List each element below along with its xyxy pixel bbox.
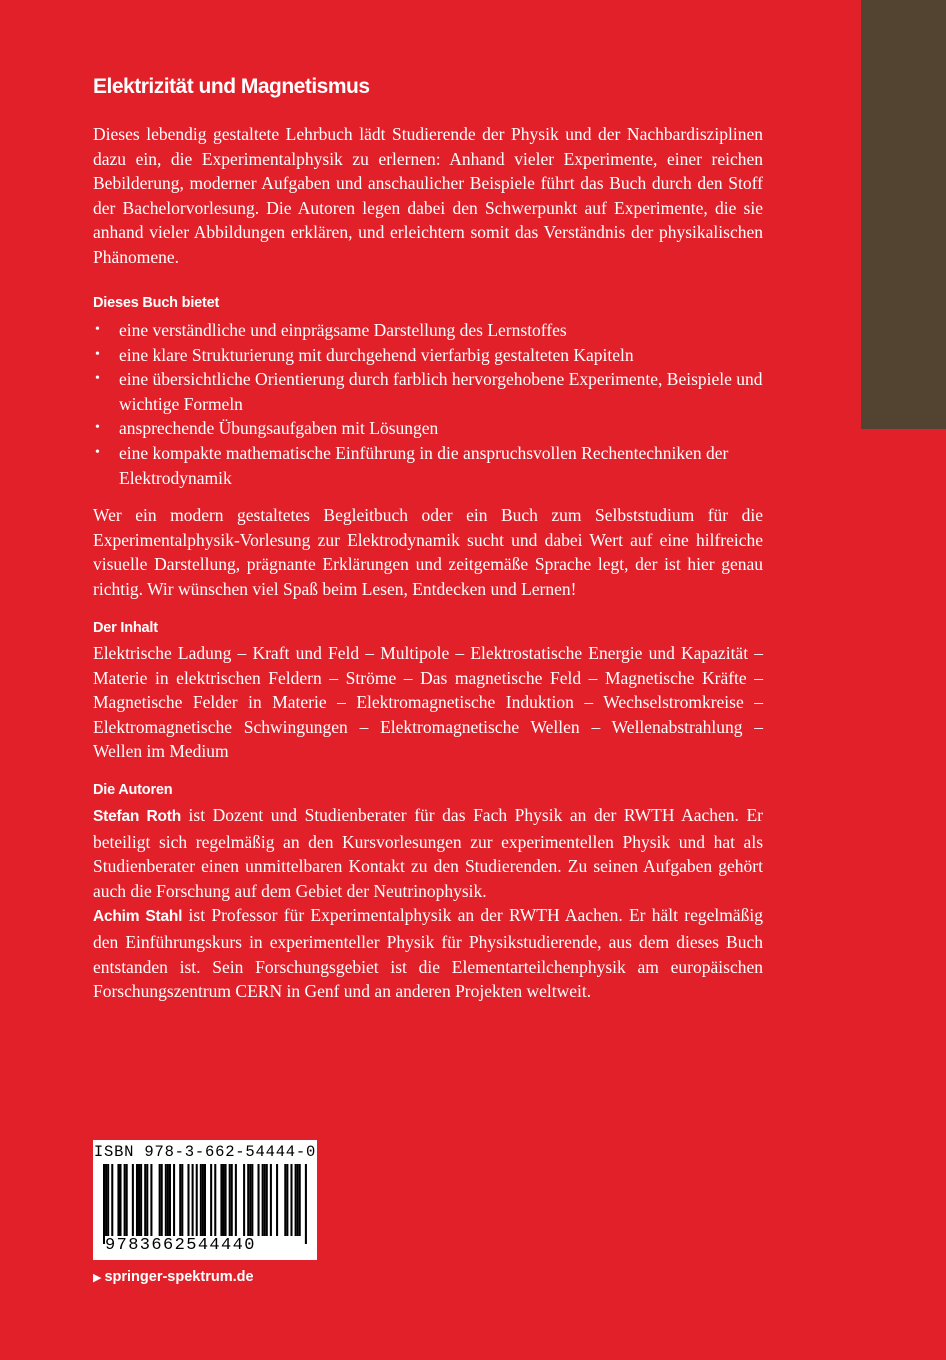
- barcode-bar: [136, 1164, 138, 1236]
- barcode-bar: [144, 1164, 146, 1236]
- barcode-bar: [286, 1164, 288, 1236]
- barcode-bar: [107, 1164, 109, 1244]
- barcode-bar: [249, 1164, 251, 1236]
- barcode-bar: [150, 1164, 152, 1236]
- bullet-icon: •: [95, 322, 100, 337]
- barcode-bar: [159, 1164, 161, 1236]
- features-list: [93, 318, 763, 490]
- barcode-bar: [200, 1164, 202, 1244]
- barcode-bar: [192, 1164, 194, 1236]
- bullet-icon: •: [95, 420, 100, 436]
- barcode-bar: [295, 1164, 297, 1236]
- barcode-bar: [117, 1164, 119, 1236]
- barcode-bar: [187, 1164, 189, 1236]
- barcode-bar: [284, 1164, 286, 1236]
- barcode-bar: [167, 1164, 169, 1236]
- spine-color-band: [861, 0, 946, 429]
- ean-code: 9783662544440: [105, 1236, 256, 1255]
- author-bio-text: ist Professor für Experimentalphysik an der RWTH Aachen. Er hält regelmäßig den Einführungskurs in experimenteller Physik für Physikstudierende, aus dem dieses Buch entstanden ist. Sein Forschungsgebiet ist die Elementarteilchenphysik am europäischen Forschungszentrum CERN in Genf und an anderen Projekten weltweit.: [93, 905, 763, 1002]
- bullet-icon: •: [95, 371, 100, 387]
- website-url: springer-spektrum.de: [104, 1269, 254, 1285]
- list-item: [93, 416, 763, 441]
- author-bio: [93, 903, 763, 1003]
- barcode-bar: [210, 1164, 212, 1236]
- publisher-website[interactable]: [93, 1267, 254, 1288]
- barcode-bar: [103, 1164, 105, 1244]
- list-item: [93, 367, 763, 416]
- isbn-number: ISBN 978-3-662-54444-0: [93, 1143, 317, 1161]
- authors-section: [93, 778, 763, 1004]
- feature-text: ansprechende Übungsaufgaben mit Lösungen: [119, 418, 439, 439]
- bullet-icon: •: [95, 444, 100, 460]
- feature-text: eine verständliche und einprägsame Darstellung des Lernstoffes: [119, 320, 567, 340]
- intro-section: [93, 122, 763, 270]
- author-name: Achim Stahl: [93, 908, 183, 926]
- contents-section: [93, 616, 763, 764]
- barcode-bar: [202, 1164, 204, 1244]
- barcode-bar: [266, 1164, 268, 1236]
- barcode-bar: [225, 1164, 227, 1236]
- audience-paragraph: Wer ein modern gestaltetes Begleitbuch oder ein Buch zum Selbststudium für die Experimentalphysik-Vorlesung zur Elektrodynamik sucht und dabei Wert auf eine hilfreiche visuelle Darstellung, prägnante Erklärungen und zeitgemäße Sprache legt, der ist hier genau richtig. Wir wünschen viel Spaß beim Lesen, Entdecken und Lernen!: [93, 505, 763, 599]
- bullet-icon: •: [95, 346, 100, 362]
- barcode-bar: [214, 1164, 216, 1236]
- barcode-bar: [220, 1164, 222, 1236]
- barcode-bar: [262, 1164, 264, 1236]
- audience-section: [93, 503, 763, 601]
- barcode-bar: [305, 1164, 307, 1244]
- contents-heading: Der Inhalt: [93, 620, 158, 636]
- barcode-bar: [165, 1164, 167, 1236]
- barcode-bar: [276, 1164, 278, 1236]
- book-title: Elektrizität und Magnetismus: [93, 75, 370, 98]
- authors-heading: Die Autoren: [93, 782, 173, 798]
- barcode-bar: [243, 1164, 245, 1236]
- barcode-bar: [138, 1164, 140, 1236]
- ean-digits: [93, 1236, 317, 1256]
- barcode-bar: [173, 1164, 175, 1236]
- barcode-bar: [299, 1164, 301, 1236]
- barcode-bar: [270, 1164, 272, 1236]
- list-item: [93, 441, 763, 490]
- barcode-bar: [251, 1164, 253, 1236]
- barcode-bar: [247, 1164, 249, 1236]
- barcode-bar: [235, 1164, 237, 1236]
- barcode-bar: [140, 1164, 142, 1236]
- barcode-bar: [264, 1164, 266, 1236]
- barcode-bar: [204, 1164, 206, 1244]
- barcode-bar: [132, 1164, 134, 1236]
- author-bio: [93, 803, 763, 903]
- barcode-bar: [161, 1164, 163, 1236]
- barcode-bar: [181, 1164, 183, 1236]
- barcode-bar: [146, 1164, 148, 1236]
- barcode-bar: [126, 1164, 128, 1236]
- author-bio-text: ist Dozent und Studienberater für das Fach Physik an der RWTH Aachen. Er beteiligt sich regelmäßig an den Kursvorlesungen zur experimentellen Physik und hat als Studienberater einen unmittelbaren Kontakt zu den Studierenden. Zu seinen Aufgaben gehört auch die Forschung auf dem Gebiet der Neutrinophysik.: [93, 805, 763, 901]
- barcode-bars: [103, 1164, 309, 1244]
- barcode-bar: [124, 1164, 126, 1236]
- play-arrow-icon: ▶: [93, 1272, 102, 1284]
- barcode-bar: [297, 1164, 299, 1236]
- barcode-bar: [222, 1164, 224, 1236]
- feature-text: eine klare Strukturierung mit durchgehend vierfarbig gestalteten Kapiteln: [119, 344, 634, 365]
- features-heading: Dieses Buch bietet: [93, 295, 220, 311]
- barcode-bar: [290, 1164, 292, 1236]
- barcode-bar: [119, 1164, 121, 1236]
- isbn-barcode: [93, 1140, 317, 1260]
- barcode-bar: [169, 1164, 171, 1236]
- contents-text: Elektrische Ladung – Kraft und Feld – Multipole – Elektrostatische Energie und Kapazität – Materie in elektrischen Feldern – Ströme – Das magnetische Feld – Magnetische Kräfte – Magnetische Felder in Materie – Elektromagnetische Induktion – Wechselstromkreise – Elektromagnetische Schwingungen – Elektromagnetische Wellen – Wellenabstrahlung – Wellen im Medium: [93, 643, 763, 762]
- barcode-bar: [258, 1164, 260, 1236]
- barcode-bar: [229, 1164, 231, 1236]
- intro-paragraph: Dieses lebendig gestaltete Lehrbuch lädt Studierende der Physik und der Nachbardisziplinen dazu ein, die Experimentalphysik zu erlernen: Anhand vieler Experimente, einer reichen Bebilderung, moderner Aufgaben und anschaulicher Beispiele führt das Buch durch den Stoff der Bachelorvorlesung. Die Autoren legen dabei den Schwerpunkt auf Experimente, die sie anhand vieler Abbildungen erklären, und erleichtern somit das Verständnis der physikalischen Phänomene.: [93, 124, 763, 267]
- barcode-bar: [231, 1164, 233, 1236]
- feature-text: eine übersichtliche Orientierung durch farblich hervorgehobene Experimente, Beispiele und wichtige Formeln: [119, 369, 763, 414]
- barcode-bar: [105, 1164, 107, 1244]
- features-section: [93, 291, 763, 490]
- barcode-bar: [111, 1164, 113, 1236]
- author-name: Stefan Roth: [93, 808, 181, 825]
- feature-text: eine kompakte mathematische Einführung in die anspruchsvollen Rechentechniken der Elektrodynamik: [119, 442, 729, 488]
- barcode-bar: [179, 1164, 181, 1236]
- barcode-bar: [196, 1164, 198, 1236]
- list-item: [93, 343, 763, 368]
- list-item: [93, 318, 763, 343]
